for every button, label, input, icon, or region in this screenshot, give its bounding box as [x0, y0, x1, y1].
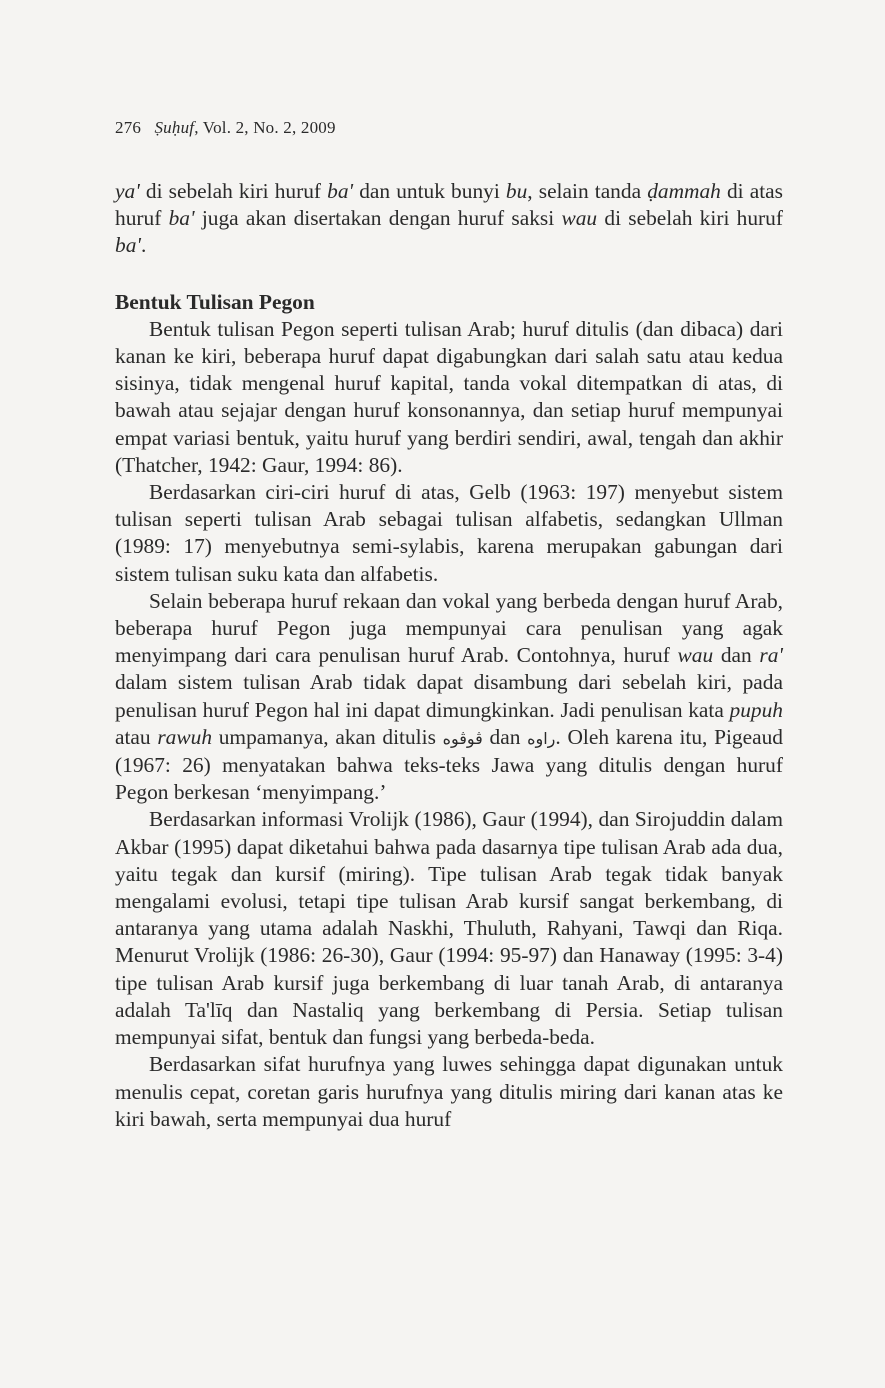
italic-term: ba': [168, 206, 195, 231]
paragraph: Berdasarkan ciri-ciri huruf di atas, Gelb (1963: 197) menyebut sistem tulisan seperti tulisan Arab sebagai tulisan alfabetis, sedangkan Ullman (1989: 17) menyebutnya semi-sylabis, karena merupakan gabungan dari sistem tulisan suku kata dan alfabetis.: [115, 480, 783, 586]
italic-term: wau: [677, 643, 714, 668]
arabic-word-pupuh: ڤوڤوه: [442, 728, 483, 748]
journal-title: Ṣuḥuf: [154, 118, 195, 137]
arabic-word-rawuh: راوه: [527, 728, 556, 748]
text-run: dalam sistem tulisan Arab tidak dapat disambung dari sebelah kiri, pada penulisan huruf Pegon hal ini dapat dimungkinkan. Jadi penulisan kata: [115, 670, 783, 722]
italic-term: wau: [561, 206, 598, 231]
text-run: , selain tanda: [527, 179, 648, 203]
text-run: di sebelah kiri huruf: [597, 206, 783, 231]
paragraph: Berdasarkan sifat hurufnya yang luwes sehingga dapat digunakan untuk menulis cepat, coretan garis hurufnya yang ditulis miring dari kanan atas ke kiri bawah, serta mempunyai dua huruf: [115, 1052, 783, 1131]
text-run: juga akan disertakan dengan huruf saksi: [194, 206, 562, 231]
italic-term: ḍammah: [647, 179, 721, 203]
italic-term: pupuh: [729, 697, 783, 722]
italic-term: ya': [115, 179, 140, 203]
text-run: atau: [115, 724, 158, 749]
body-text: [115, 178, 783, 1133]
text-run: di atas huruf: [115, 179, 783, 231]
text-run: dan: [713, 643, 760, 668]
italic-term: rawuh: [157, 724, 213, 749]
italic-term: ba': [327, 179, 354, 203]
italic-term: bu: [505, 179, 528, 203]
paragraph-continued: [115, 178, 783, 260]
paragraph: Berdasarkan informasi Vrolijk (1986), Gaur (1994), dan Sirojuddin dalam Akbar (1995) dapat diketahui bahwa pada dasarnya tipe tulisan Arab ada dua, yaitu tegak dan kursif (miring). Tipe tulisan Arab tegak tidak banyak mengalami evolusi, tetapi tipe tulisan Arab kursif sangat berkembang, di antaranya yang utama adalah Naskhi, Thuluth, Rahyani, Tawqi dan Riqa. Menurut Vrolijk (1986: 26-30), Gaur (1994: 95-97) dan Hanaway (1995: 3-4) tipe tulisan Arab kursif juga berkembang di luar tanah Arab, di antaranya adalah Ta'līq dan Nastaliq yang berkembang di Persia. Setiap tulisan mempunyai sifat, bentuk dan fungsi yang berbeda-beda.: [115, 807, 783, 1050]
italic-term: ra': [759, 643, 783, 668]
text-run: dan untuk bunyi: [353, 179, 506, 203]
section-heading: Bentuk Tulisan Pegon: [115, 289, 315, 314]
paragraph: Bentuk tulisan Pegon seperti tulisan Arab; huruf ditulis (dan dibaca) dari kanan ke kiri, beberapa huruf dapat digabungkan dari salah satu atau kedua sisinya, tidak mengenal huruf kapital, tanda vokal ditempatkan di atas, di bawah atau sejajar dengan huruf konsonannya, dan setiap huruf mempunyai empat variasi bentuk, yaitu huruf yang berdiri sendiri, awal, tengah dan akhir (Thatcher, 1942: Gaur, 1994: 86).: [115, 316, 783, 477]
page-number: 276: [115, 118, 142, 137]
text-run: .: [140, 233, 147, 258]
text-run: di sebelah kiri huruf: [139, 179, 328, 203]
running-head: [115, 118, 336, 138]
italic-term: ba': [115, 233, 141, 258]
paragraph: [115, 588, 783, 807]
text-run: umpamanya, akan ditulis: [212, 724, 443, 749]
text-run: . Oleh karena itu, Pigeaud (1967: 26) menyatakan bahwa teks-teks Jawa yang ditulis dengan huruf Pegon berkesan ‘menyimpang.’: [115, 724, 783, 805]
journal-issue: , Vol. 2, No. 2, 2009: [194, 118, 336, 137]
text-run: dan: [482, 724, 528, 749]
text-run: Selain beberapa huruf rekaan dan vokal yang berbeda dengan huruf Arab, beberapa huruf Pegon juga mempunyai cara penulisan yang agak menyimpang dari cara penulisan huruf Arab. Contohnya, huruf: [115, 588, 783, 668]
